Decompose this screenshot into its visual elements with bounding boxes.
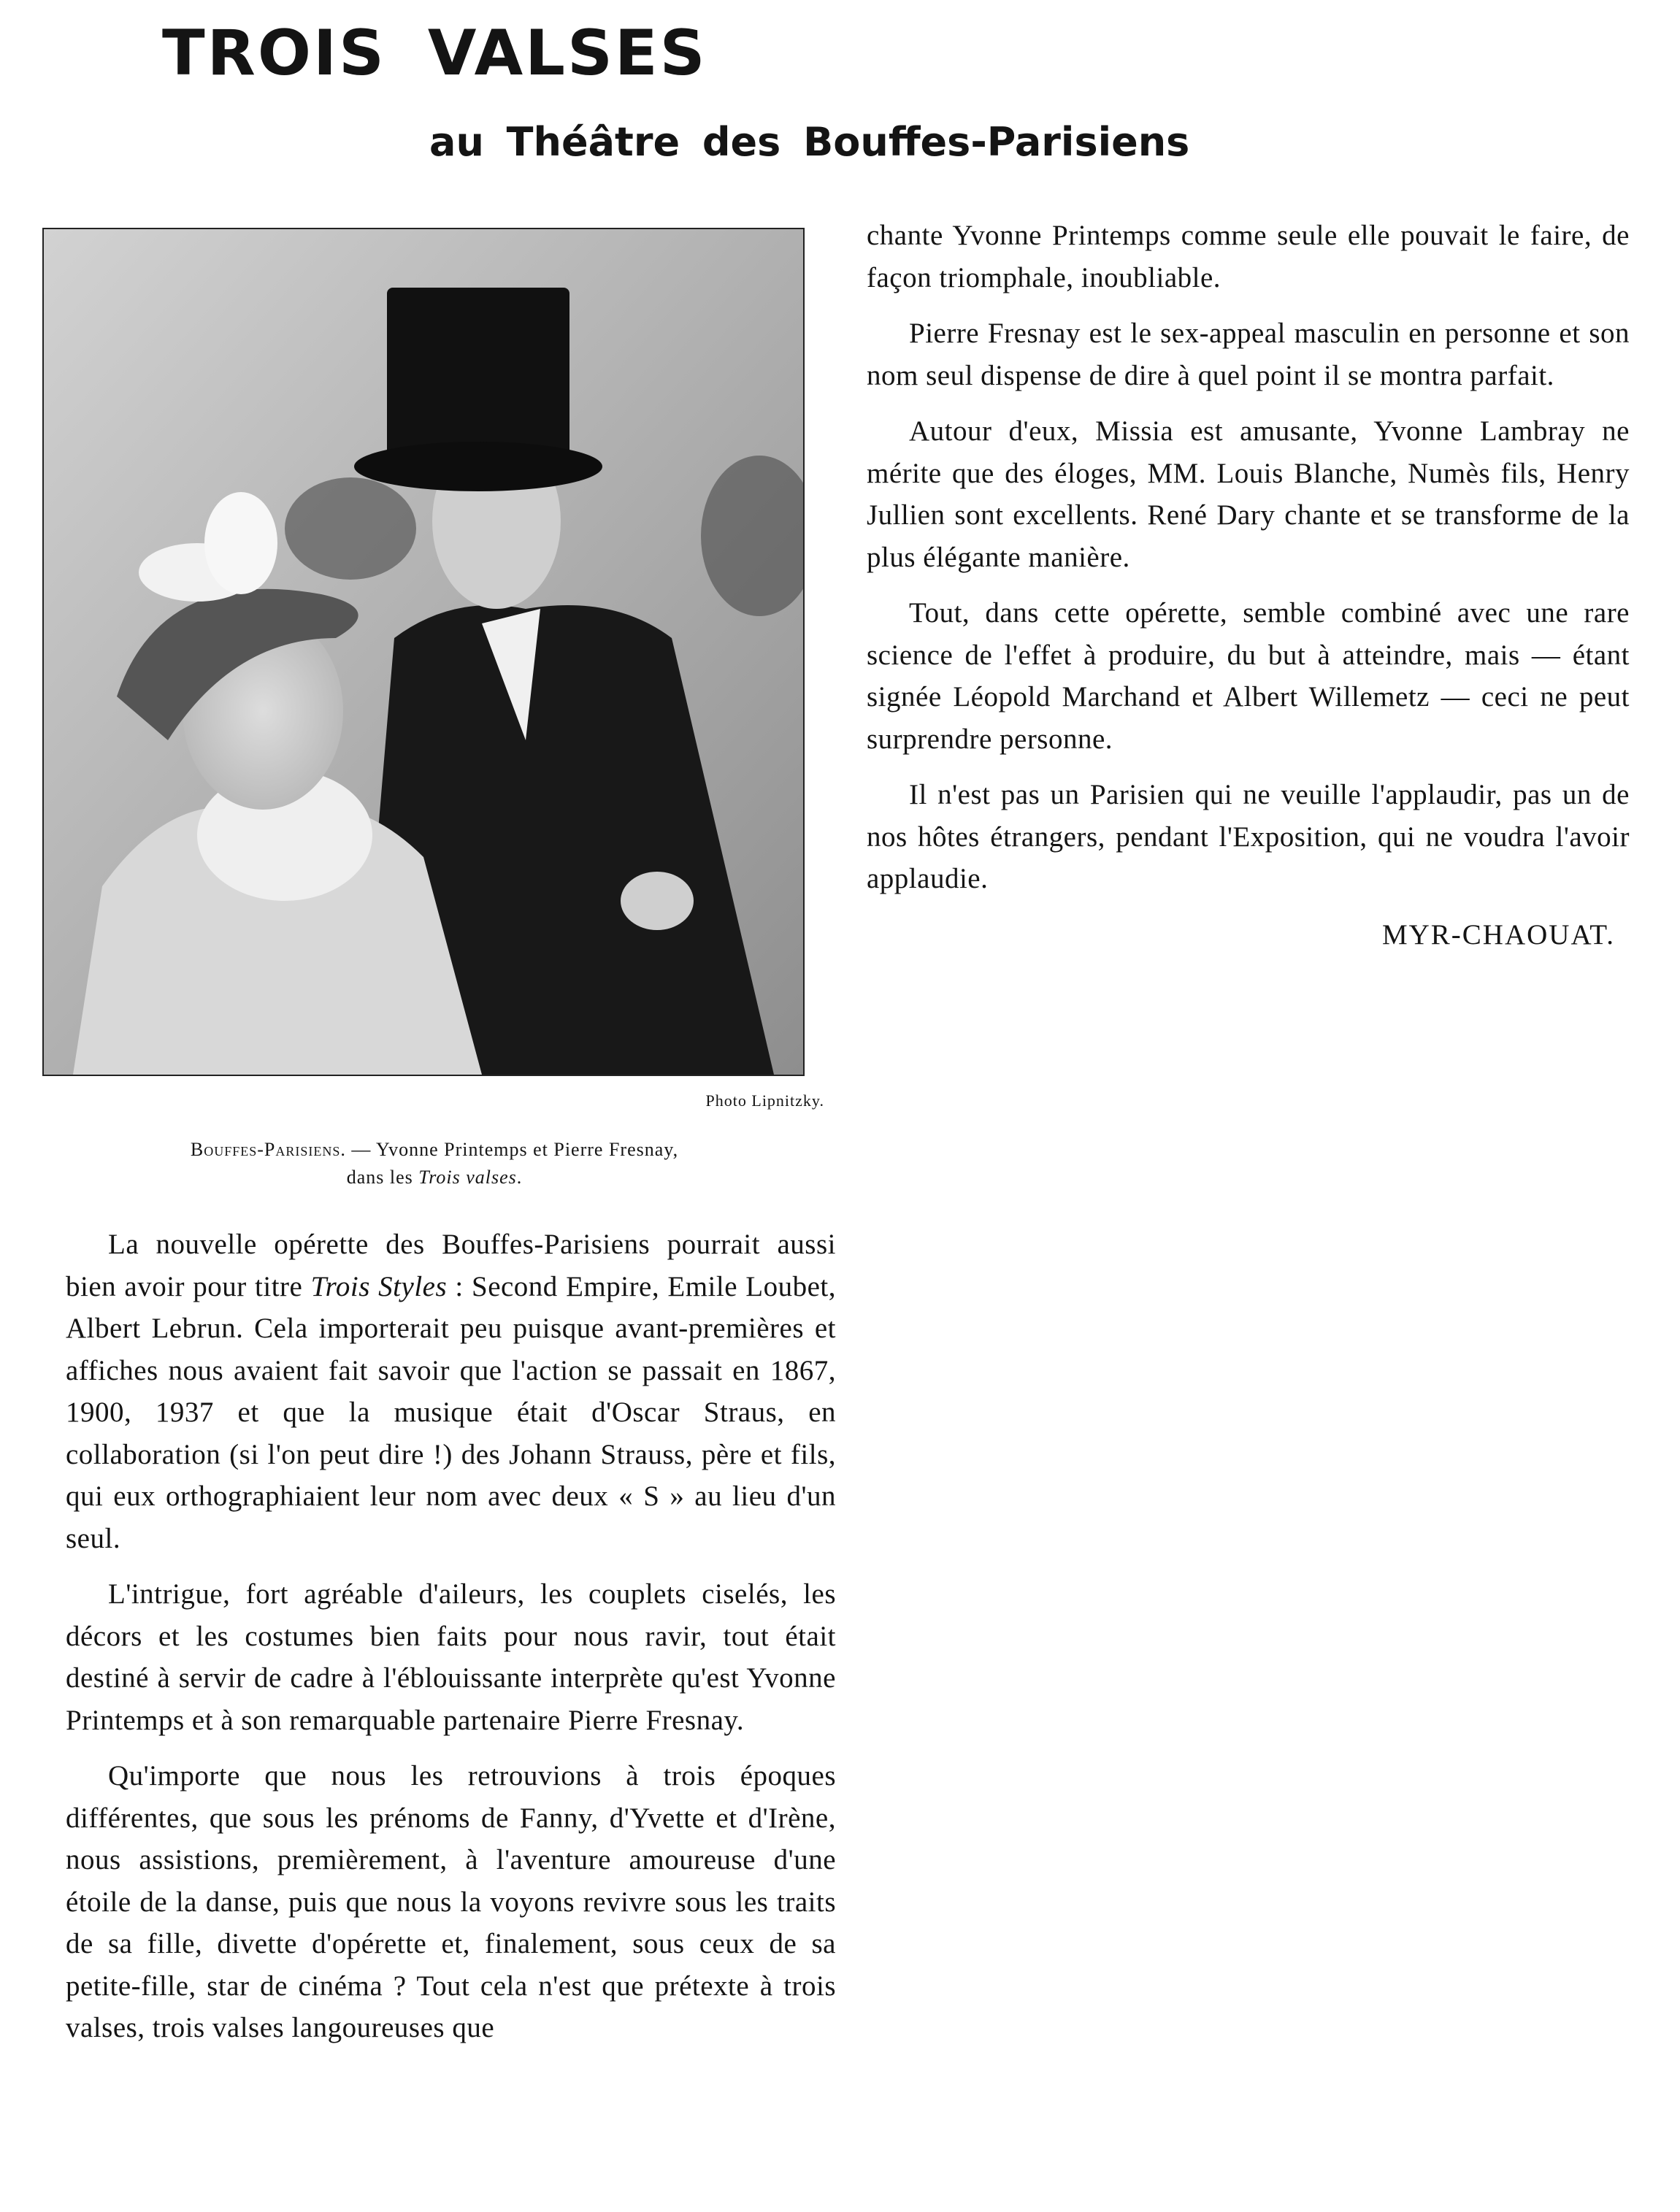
photo-caption	[51, 1136, 818, 1191]
caption-people: — Yvonne Printemps et Pierre Fresnay,	[345, 1139, 679, 1160]
author-signature: MYR-CHAOUAT.	[1381, 918, 1615, 951]
right-paragraph-5: Il n'est pas un Parisien qui ne veuille l'applaudir, pas un de nos hôtes étrangers, pendant l'Exposition, qui ne voudra l'avoir applaudie.	[867, 779, 1630, 894]
photo-illustration	[44, 229, 803, 1075]
caption-period: .	[516, 1167, 523, 1188]
left-paragraph-2: L'intrigue, fort agréable d'aileurs, les couplets ciselés, les décors et les costumes bien faits pour nous ravir, tout était destiné à servir de cadre à l'éblouissante interprète qu'est Yvonne Printemps et à son remarquable partenaire Pierre Fresnay.	[66, 1578, 836, 1736]
right-paragraph-4: Tout, dans cette opérette, semble combiné avec une rare science de l'effet à produire, du but à atteindre, mais — étant signée Léopold Marchand et Albert Willemetz — ceci ne peut surprendre personne.	[867, 597, 1630, 755]
left-column	[66, 1224, 836, 2063]
right-paragraph-2: Pierre Fresnay est le sex-appeal masculin en personne et son nom seul dispense de dire à quel point il se montra parfait.	[867, 318, 1630, 391]
article-photo	[42, 228, 805, 1076]
caption-dans: dans les	[346, 1167, 419, 1188]
right-paragraph-1: chante Yvonne Printemps comme seule elle pouvait le faire, de façon triomphale, inoubliable.	[867, 220, 1630, 293]
left-p1-start: La nouvelle opérette des Bouffes-Parisiens pourrait aussi bien avoir pour titre	[66, 1229, 836, 1302]
left-paragraph-1	[66, 1224, 836, 1559]
photo-credit: Photo Lipnitzky.	[705, 1091, 824, 1110]
caption-show-title: Trois valses	[418, 1167, 517, 1188]
article-subtitle: au Théâtre des Bouffes-Parisiens	[429, 119, 1190, 165]
left-p1-italic: Trois Styles	[310, 1270, 448, 1302]
caption-venue: Bouffes-Parisiens.	[190, 1139, 346, 1160]
left-paragraph-3: Qu'importe que nous les retrouvions à trois époques différentes, que sous les prénoms de Fanny, d'Yvette et d'Irène, nous assistions, premièrement, à l'aventure amoureuse d'une étoile de la danse, puis que nous la voyons revivre sous les traits de sa fille, divette d'opérette et, finalement, sous ceux de sa petite-fille, star de cinéma ? Tout cela n'est que prétexte à trois valses, trois valses langoureuses que	[66, 1760, 836, 2043]
article-title: TROIS VALSES	[162, 17, 707, 90]
left-p1-end: : Second Empire, Emile Loubet, Albert Lebrun. Cela importerait peu puisque avant-premières et affiches nous avaient fait savoir que l'action se passait en 1867, 1900, 1937 et que la musique était d'Oscar Straus, en collaboration (si l'on peut dire !) des Johann Strauss, père et fils, qui eux orthographiaient leur nom avec deux « S » au lieu d'un seul.	[66, 1270, 836, 1554]
right-column	[867, 215, 1630, 956]
right-paragraph-3: Autour d'eux, Missia est amusante, Yvonne Lambray ne mérite que des éloges, MM. Louis Blanche, Numès fils, Henry Jullien sont excellents. René Dary chante et se transforme de la plus élégante manière.	[867, 415, 1630, 573]
